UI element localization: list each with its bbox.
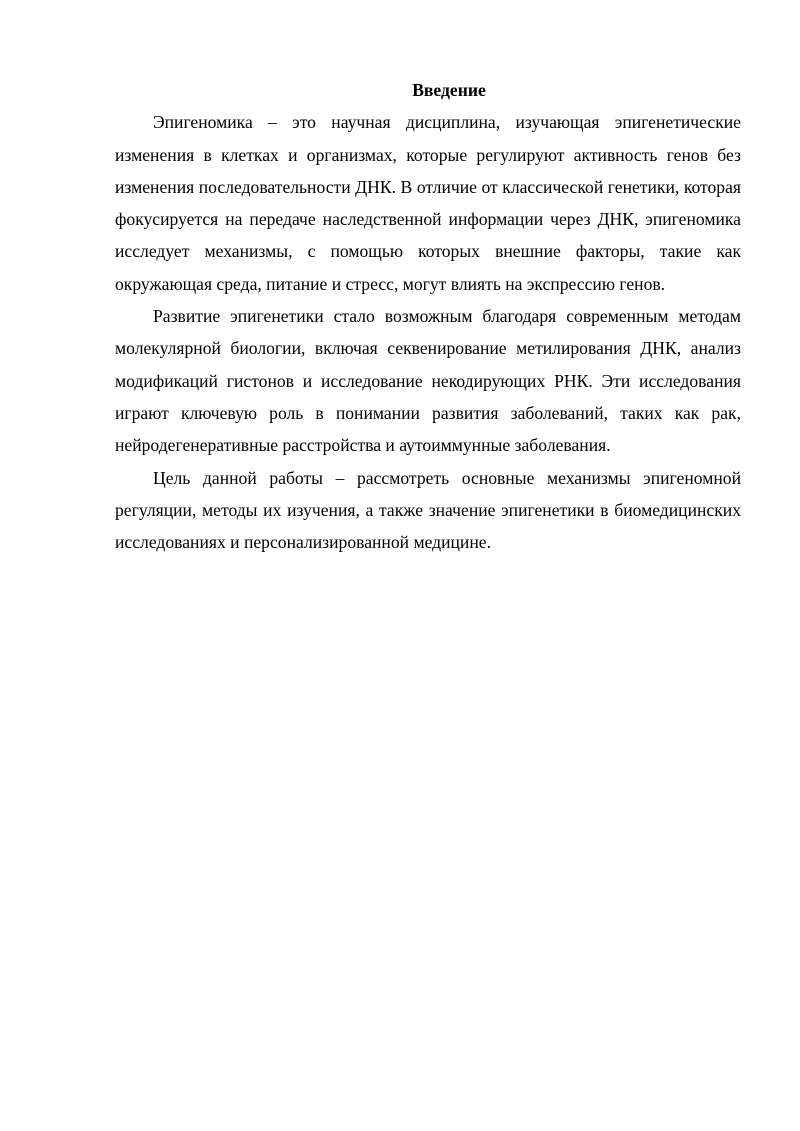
section-heading: Введение — [412, 80, 486, 100]
document-body — [115, 74, 741, 558]
paragraph-1: Эпигеномика – это научная дисциплина, изучающая эпигенетические изменения в клетках и организмах, которые регулируют активность генов без изменения последовательности ДНК. В отличие от классической генетики, которая фокусируется на передаче наследственной информации через ДНК, эпигеномика исследует механизмы, с помощью которых внешние факторы, такие как окружающая среда, питание и стресс, могут влиять на экспрессию генов. — [115, 112, 741, 294]
paragraph-2: Развитие эпигенетики стало возможным благодаря современным методам молекулярной биологии, включая секвенирование метилирования ДНК, анализ модификаций гистонов и исследование некодирующих РНК. Эти исследования играют ключевую роль в понимании развития заболеваний, таких как рак, нейродегенеративные расстройства и аутоиммунные заболевания. — [115, 306, 741, 456]
paragraph-3: Цель данной работы – рассмотреть основные механизмы эпигеномной регуляции, методы их изучения, а также значение эпигенетики в биомедицинских исследованиях и персонализированной медицине. — [115, 467, 741, 553]
